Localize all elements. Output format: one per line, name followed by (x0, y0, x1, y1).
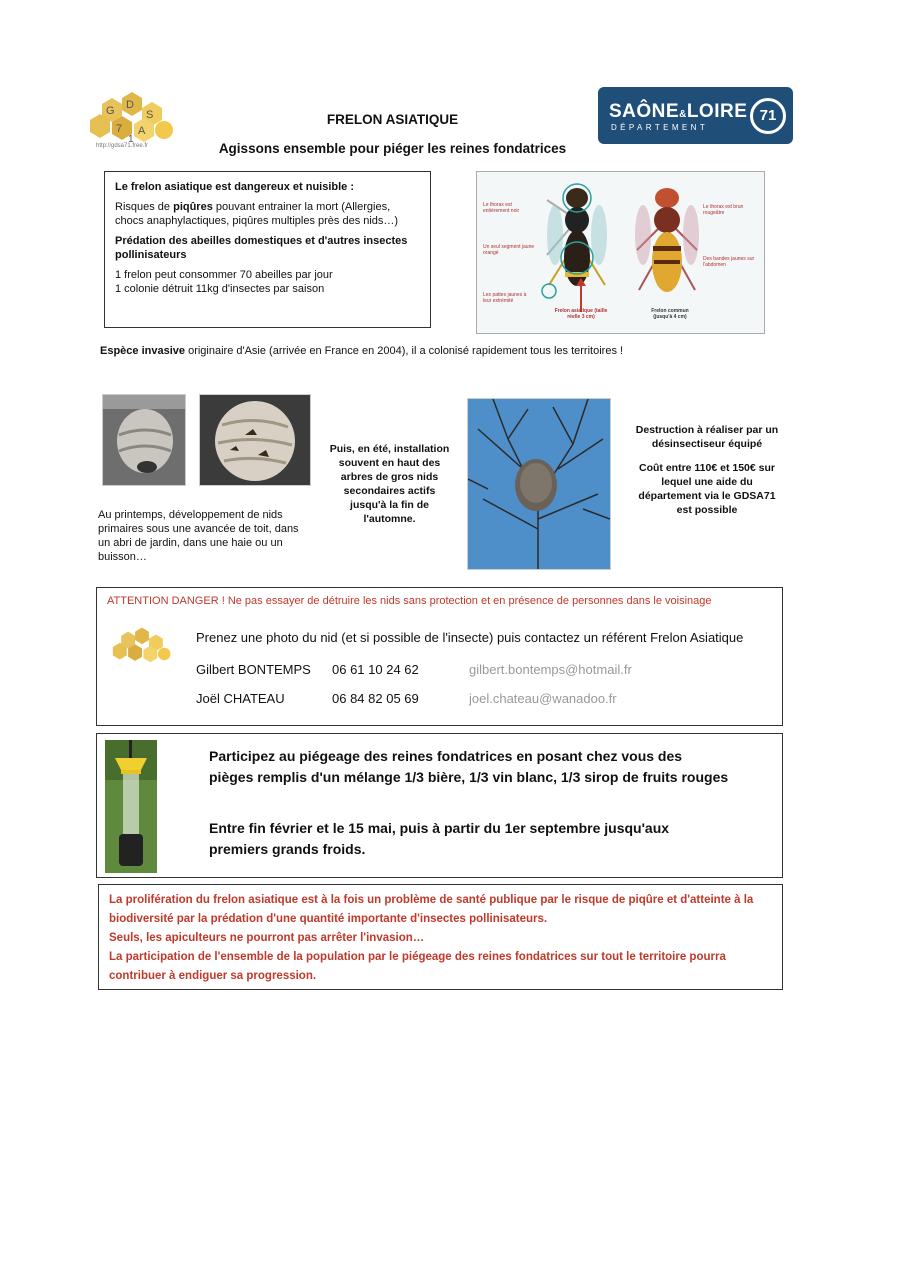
logo-sub: DÉPARTEMENT (611, 123, 709, 132)
logo-amp: & (679, 109, 687, 120)
summer-caption: Puis, en été, installation souvent en haut des arbres de gros nids secondaires actifs jusqu'à la fin de l'automne. (329, 443, 450, 525)
trap-photo (105, 740, 157, 873)
stat-2: 1 colonie détruit 11kg d'insectes par saison (115, 283, 325, 295)
gdsa-url: http://gdsa71.free.fr (96, 143, 149, 149)
secondary-nest-photo (467, 398, 611, 570)
label-segment: Un seul segment jaune orangé (483, 244, 535, 256)
conclusion-box (98, 884, 783, 990)
gdsa-logo (82, 84, 182, 154)
trap-instructions: Participez au piégeage des reines fondatrices en posant chez vous des pièges remplis d'un mélange 1/3 bière, 1/3 vin blanc, 1/3 sirop de fruits rouges (209, 748, 729, 785)
conclusion-p1: La prolifération du frelon asiatique est à la fois un problème de santé publique par le risque de piqûre et d'atteinte à la biodiversité par la prédation d'une quantité importante d'insectes pollinisateurs. (109, 894, 754, 925)
cost-note: Coût entre 110€ et 150€ sur lequel une aide du département via le GDSA71 est possible (638, 462, 776, 516)
attention-prefix: ATTENTION DANGER ! (107, 595, 228, 607)
attention-line (107, 595, 712, 607)
hornet-comparison-figure (476, 171, 765, 334)
svg-text:S: S (146, 109, 154, 121)
spring-caption: Au printemps, développement de nids primaires sous une avancée de toit, dans un abri de jardin, dans une haie ou un buisson… (98, 509, 299, 563)
risk-prefix: Risques de (115, 201, 174, 213)
invasive-line (100, 345, 820, 357)
risk-suffix: pouvant entrainer la mort (Allergies, chocs anaphylactiques, piqûres multiples près des nids…) (115, 201, 399, 227)
label-bands: Des bandes jaunes sur l'abdomen (703, 256, 755, 268)
contact-email-1[interactable]: gilbert.bontemps@hotmail.fr (469, 662, 632, 677)
conclusion-p3: La participation de l'ensemble de la population par le piégeage des reines fondatrices sur tout le territoire pourra contribuer à endiguer sa progression. (109, 951, 726, 982)
logo-number: 71 (750, 98, 786, 134)
contact-phone-1: 06 61 10 24 62 (332, 662, 419, 677)
trap-box (96, 733, 783, 878)
danger-heading: Le frelon asiatique est dangereux et nuisible : (115, 181, 355, 193)
page-title: FRELON ASIATIQUE (326, 112, 459, 127)
saone-et-loire-logo (598, 87, 793, 144)
label-thorax-common: Le thorax est brun rougeâtre (703, 204, 744, 216)
label-common: Frelon commun (jusqu'à 4 cm) (651, 308, 689, 320)
attention-box (96, 587, 783, 726)
label-asian: Frelon asiatique (taille réelle 3 cm) (554, 308, 608, 320)
danger-box (104, 171, 431, 328)
svg-text:1: 1 (128, 134, 134, 145)
gdsa-logo-small (107, 622, 177, 677)
contact-phone-2: 06 84 82 05 69 (332, 691, 419, 706)
svg-text:A: A (138, 125, 146, 137)
svg-text:D: D (126, 99, 134, 111)
contact-email-2[interactable]: joel.chateau@wanadoo.fr (469, 691, 617, 706)
stat-1: 1 frelon peut consommer 70 abeilles par jour (115, 269, 333, 281)
attention-text: Ne pas essayer de détruire les nids sans protection et en présence de personnes dans le voisinage (227, 595, 712, 607)
primary-nest-photo-2 (199, 394, 311, 486)
contact-name-2: Joël CHATEAU (196, 691, 285, 706)
contact-name-1: Gilbert BONTEMPS (196, 662, 311, 677)
destruction-note: Destruction à réaliser par un désinsectiseur équipé (635, 424, 779, 450)
invasive-text: originaire d'Asie (arrivée en France en 2004), il a colonisé rapidement tous les territoires ! (185, 345, 624, 357)
label-thorax: Le thorax est entièrement noir (483, 202, 520, 214)
label-legs: Les pattes jaunes à leur extrémité (483, 292, 527, 304)
invasive-bold: Espèce invasive (100, 345, 186, 357)
predation-text: Prédation des abeilles domestiques et d'autres insectes pollinisateurs (115, 235, 408, 261)
svg-text:7: 7 (116, 123, 123, 135)
logo-name-2: LOIRE (686, 101, 748, 122)
page-subtitle: Agissons ensemble pour piéger les reines fondatrices (218, 141, 567, 156)
risk-bold: piqûres (173, 201, 213, 213)
logo-name-1: SAÔNE (609, 101, 680, 122)
contact-instruction: Prenez une photo du nid (et si possible de l'insecte) puis contactez un référent Frelon Asiatique (196, 630, 744, 645)
svg-text:G: G (106, 105, 115, 117)
risk-text (115, 200, 420, 228)
trap-period: Entre fin février et le 15 mai, puis à partir du 1er septembre jusqu'aux premiers grands froids. (209, 820, 670, 857)
conclusion-p2: Seuls, les apiculteurs ne pourront pas arrêter l'invasion… (109, 932, 425, 944)
primary-nest-photo-1 (102, 394, 186, 486)
